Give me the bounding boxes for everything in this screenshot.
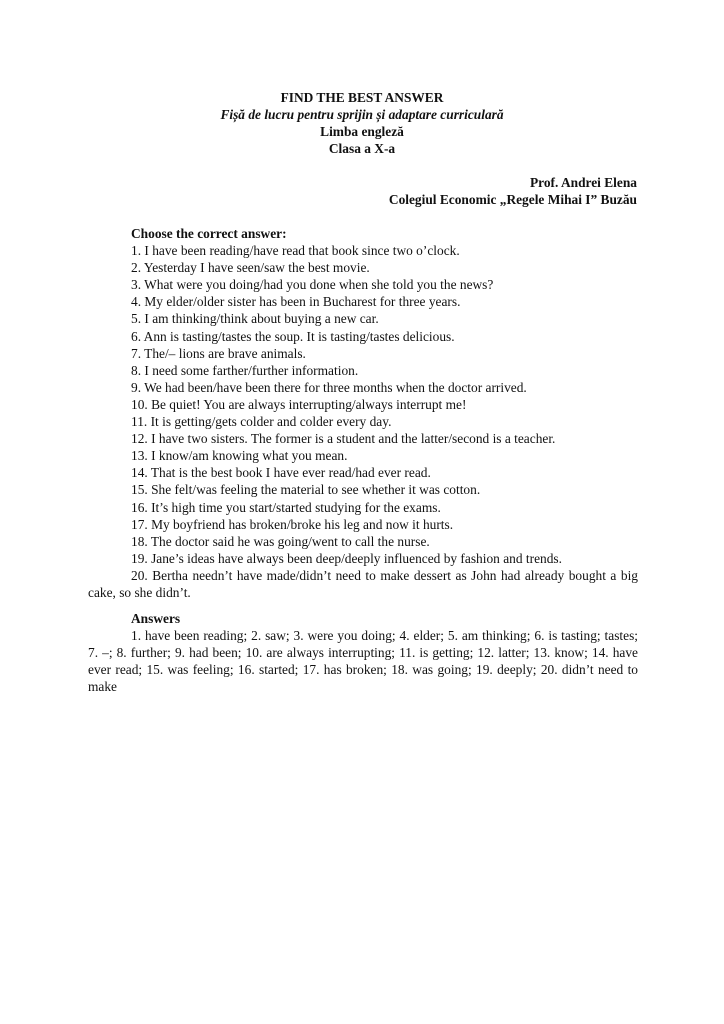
exercise-item: 1. I have been reading/have read that book since two o’clock.: [131, 243, 460, 259]
exercise-item: 16. It’s high time you start/started studying for the exams.: [131, 499, 441, 515]
exercise-item: 10. Be quiet! You are always interrupting/always interrupt me!: [131, 396, 467, 412]
exercise-item: 11. It is getting/gets colder and colder every day.: [131, 414, 392, 430]
exercise-item: 14. That is the best book I have ever read/had ever read.: [131, 465, 431, 481]
answers-section: [88, 610, 638, 695]
exercise-item: 3. What were you doing/had you done when she told you the news?: [131, 277, 494, 293]
exercise-item: 5. I am thinking/think about buying a new car.: [131, 311, 379, 327]
exercise-item: 18. The doctor said he was going/went to call the nurse.: [131, 533, 430, 549]
school-name: Colegiul Economic „Regele Mihai I” Buzău: [388, 192, 637, 207]
exercise-item: 20. Bertha needn’t have made/didn’t need to make dessert as John had already bought a big cake, so she didn’t.: [88, 567, 638, 600]
exercise-item: 19. Jane’s ideas have always been deep/deeply influenced by fashion and trends.: [131, 550, 562, 566]
author-name: Prof. Andrei Elena: [529, 175, 637, 190]
exercise-item: 4. My elder/older sister has been in Bucharest for three years.: [131, 294, 461, 310]
exercise-item: 12. I have two sisters. The former is a student and the latter/second is a teacher.: [131, 431, 556, 447]
document-title: FIND THE BEST ANSWER: [280, 90, 444, 105]
answers-text: 1. have been reading; 2. saw; 3. were you doing; 4. elder; 5. am thinking; 6. is tasting; tastes; 7. –; 8. further; 9. had been; 10. are always interrupting; 11. is getting; 12. latter; 13. know; 14. have ever read; 15. was feeling; 16. started; 17. has broken; 18. was going; 19. deeply; 20. didn’t need to make: [88, 628, 638, 695]
grade-label: Clasa a X-a: [328, 141, 396, 156]
exercise-section: [88, 225, 638, 601]
exercise-item: 6. Ann is tasting/tastes the soup. It is tasting/tastes delicious.: [131, 328, 455, 344]
exercise-item: 8. I need some farther/further information.: [131, 362, 359, 378]
document-subtitle: Fișă de lucru pentru sprijin și adaptare curriculară: [220, 107, 504, 122]
exercise-item: 13. I know/am knowing what you mean.: [131, 448, 348, 464]
exercise-item: 9. We had been/have been there for three months when the doctor arrived.: [131, 379, 527, 395]
exercise-item: 7. The/– lions are brave animals.: [131, 345, 306, 361]
subject-label: Limba engleză: [320, 124, 404, 139]
answers-heading: Answers: [131, 611, 181, 626]
exercise-item: 15. She felt/was feeling the material to see whether it was cotton.: [131, 482, 481, 498]
exercise-instruction: Choose the correct answer:: [131, 226, 287, 241]
exercise-item: 2. Yesterday I have seen/saw the best movie.: [131, 260, 370, 276]
exercise-item: 17. My boyfriend has broken/broke his leg and now it hurts.: [131, 516, 454, 532]
